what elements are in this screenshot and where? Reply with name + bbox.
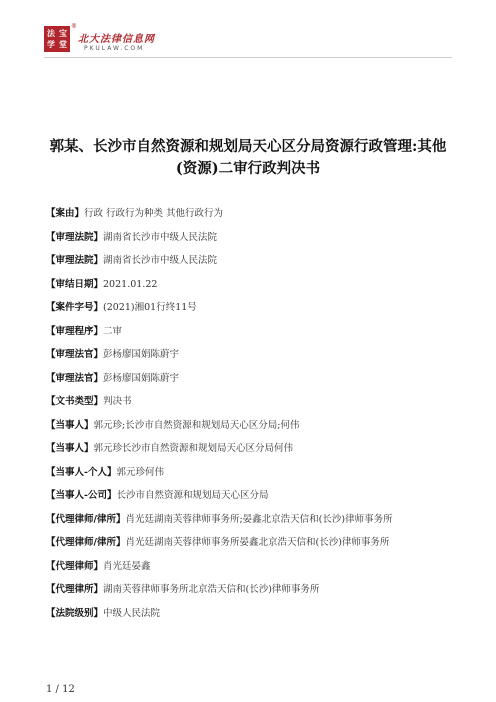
case-metadata (46, 206, 456, 629)
field-row (46, 418, 456, 442)
logo-char: 法 (47, 28, 55, 38)
field-value: 彭杨廖国娟陈蔚宇 (103, 372, 180, 384)
field-label: 【法院级别】 (46, 607, 104, 619)
field-label: 【审理程序】 (46, 325, 104, 337)
field-row (46, 441, 456, 465)
field-row (46, 206, 456, 230)
field-label: 【当事人-公司】 (46, 490, 117, 501)
field-row (46, 582, 456, 606)
field-value: 湖南省长沙市中级人民法院 (103, 231, 218, 243)
field-value: 肖光廷晏鑫 (103, 560, 151, 572)
field-label: 【案由】 (46, 208, 85, 219)
field-row (46, 512, 456, 536)
field-value: 湖南芙蓉律师事务所北京浩天信和(长沙)律师事务所 (103, 584, 320, 595)
field-row (46, 606, 456, 630)
field-value: 2021.01.22 (103, 278, 158, 290)
field-label: 【审理法官】 (46, 372, 104, 384)
field-value: 长沙市自然资源和规划局天心区分局 (116, 490, 269, 501)
field-value: 行政 行政行为种类 其他行政行为 (84, 208, 224, 219)
field-label: 【案件字号】 (46, 302, 104, 313)
field-label: 【审理法院】 (46, 231, 104, 243)
field-label: 【代理律所】 (46, 584, 104, 595)
field-value: 郭元珍何伟 (116, 466, 164, 478)
field-label: 【代理律师】 (46, 560, 104, 572)
page-number: 1 / 12 (46, 684, 75, 695)
field-value: 肖光廷湖南芙蓉律师事务所晏鑫北京浩天信和(长沙)律师事务所 (125, 537, 390, 548)
site-header (44, 23, 464, 68)
logo-char: 学 (47, 39, 55, 49)
field-label: 【当事人】 (46, 443, 94, 454)
field-row (46, 559, 456, 583)
field-row (46, 277, 456, 301)
field-label: 【文书类型】 (46, 396, 104, 407)
field-label: 【当事人】 (46, 419, 94, 431)
field-row (46, 488, 456, 512)
field-row (46, 300, 456, 324)
registered-mark: ® (71, 23, 77, 30)
field-row (46, 394, 456, 418)
field-value: 二审 (103, 325, 123, 337)
brand-name: 北大法律信息网 (78, 34, 155, 45)
field-row (46, 371, 456, 395)
field-value: 郭元珍;长沙市自然资源和规划局天心区分局;何伟 (93, 419, 300, 431)
field-row (46, 230, 456, 254)
field-value: 判决书 (103, 396, 132, 407)
field-label: 【审理法官】 (46, 349, 104, 360)
field-row (46, 465, 456, 489)
logo-char: 堂 (59, 39, 67, 49)
field-value: 肖光廷湖南芙蓉律师事务所;晏鑫北京浩天信和(长沙)律师事务所 (125, 513, 393, 525)
field-label: 【当事人-个人】 (46, 466, 117, 478)
logo-char: 宝 (59, 28, 67, 38)
field-value: (2021)湘01行终11号 (103, 302, 197, 313)
field-row (46, 347, 456, 371)
field-row (46, 535, 456, 559)
field-value: 湖南省长沙市中级人民法院 (103, 255, 218, 266)
header-divider (44, 57, 452, 58)
field-label: 【代理律师/律所】 (46, 513, 126, 525)
document-title: 郭某、长沙市自然资源和规划局天心区分局资源行政管理:其他(资源)二审行政判决书 (49, 138, 447, 177)
brand-domain: PKULAW.COM (84, 45, 145, 52)
field-value: 彭杨廖国娟陈蔚宇 (103, 349, 180, 360)
field-label: 【审理法院】 (46, 255, 104, 266)
field-value: 郭元珍长沙市自然资源和规划局天心区分局何伟 (93, 443, 294, 454)
field-row (46, 253, 456, 277)
field-label: 【审结日期】 (46, 278, 104, 290)
site-logo (44, 26, 70, 52)
field-value: 中级人民法院 (103, 607, 161, 619)
field-label: 【代理律师/律所】 (46, 537, 126, 548)
field-row (46, 324, 456, 348)
